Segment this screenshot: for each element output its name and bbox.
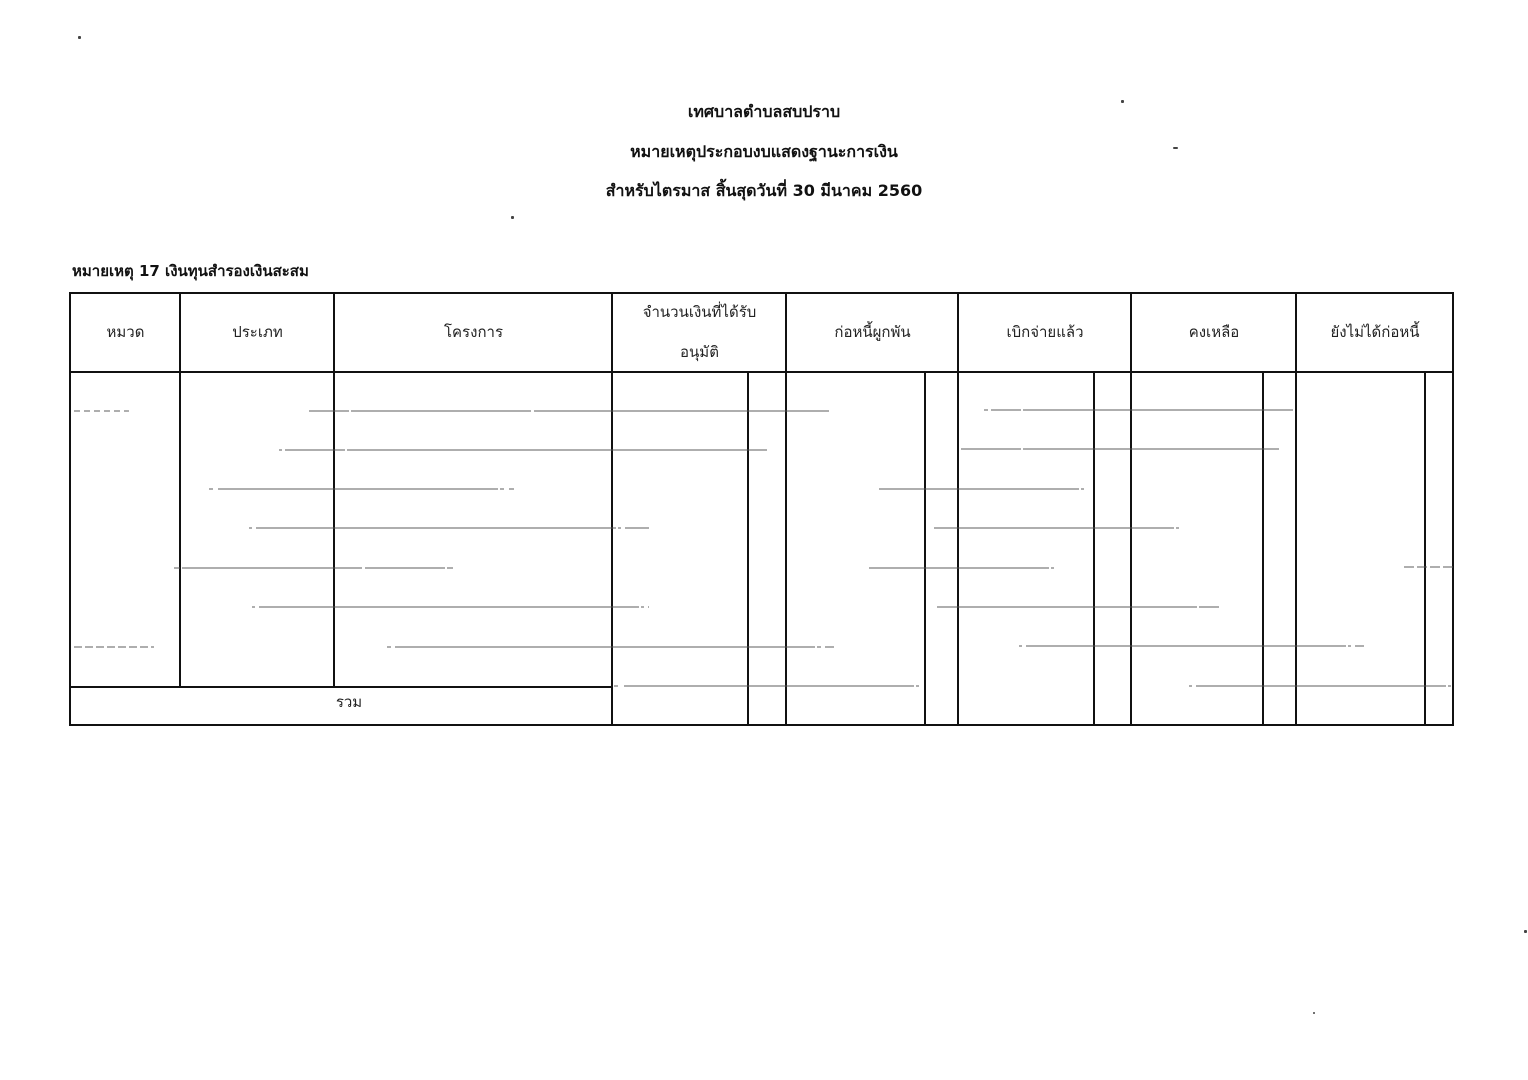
column-header-approved-line1: จำนวนเงินที่ได้รับ (642, 303, 757, 321)
column-header-approved-line2: อนุมัติ (680, 343, 719, 361)
column-header-not-committed-label: ยังไม่ได้ก่อหนี้ (1330, 323, 1420, 341)
scan-speck (1524, 930, 1527, 933)
scan-ruling-lines (74, 410, 1453, 686)
column-header-type (181, 292, 334, 372)
column-header-type-label: ประเภท (232, 323, 283, 341)
column-header-project (335, 292, 612, 372)
column-header-approved-amount (613, 292, 786, 372)
scan-speck (1121, 100, 1124, 103)
column-header-disbursed-label: เบิกจ่ายแล้ว (1006, 323, 1084, 341)
column-header-remaining-label: คงเหลือ (1188, 323, 1240, 341)
column-header-category (71, 292, 180, 372)
column-header-not-committed (1297, 292, 1453, 372)
scan-speck (511, 216, 514, 219)
note-title: หมายเหตุ 17 เงินทุนสำรองเงินสะสม (72, 262, 309, 280)
scan-speck (1313, 1012, 1315, 1014)
column-header-disbursed (959, 292, 1131, 372)
total-row-label: รวม (335, 693, 363, 711)
column-header-category-label: หมวด (106, 323, 145, 341)
reporting-period: สำหรับไตรมาส สิ้นสุดวันที่ 30 มีนาคม 2560 (605, 181, 923, 200)
scan-speck (1173, 147, 1178, 149)
reserve-fund-table (69, 292, 1455, 726)
organization-name: เทศบาลตำบลสบปราบ (687, 102, 841, 121)
column-header-remaining (1132, 292, 1296, 372)
column-header-committed (787, 292, 958, 372)
document-title: หมายเหตุประกอบงบแสดงฐานะการเงิน (630, 142, 898, 161)
column-header-committed-label: ก่อหนี้ผูกพัน (834, 323, 911, 341)
column-header-project-label: โครงการ (443, 323, 504, 341)
scan-speck (78, 36, 81, 39)
